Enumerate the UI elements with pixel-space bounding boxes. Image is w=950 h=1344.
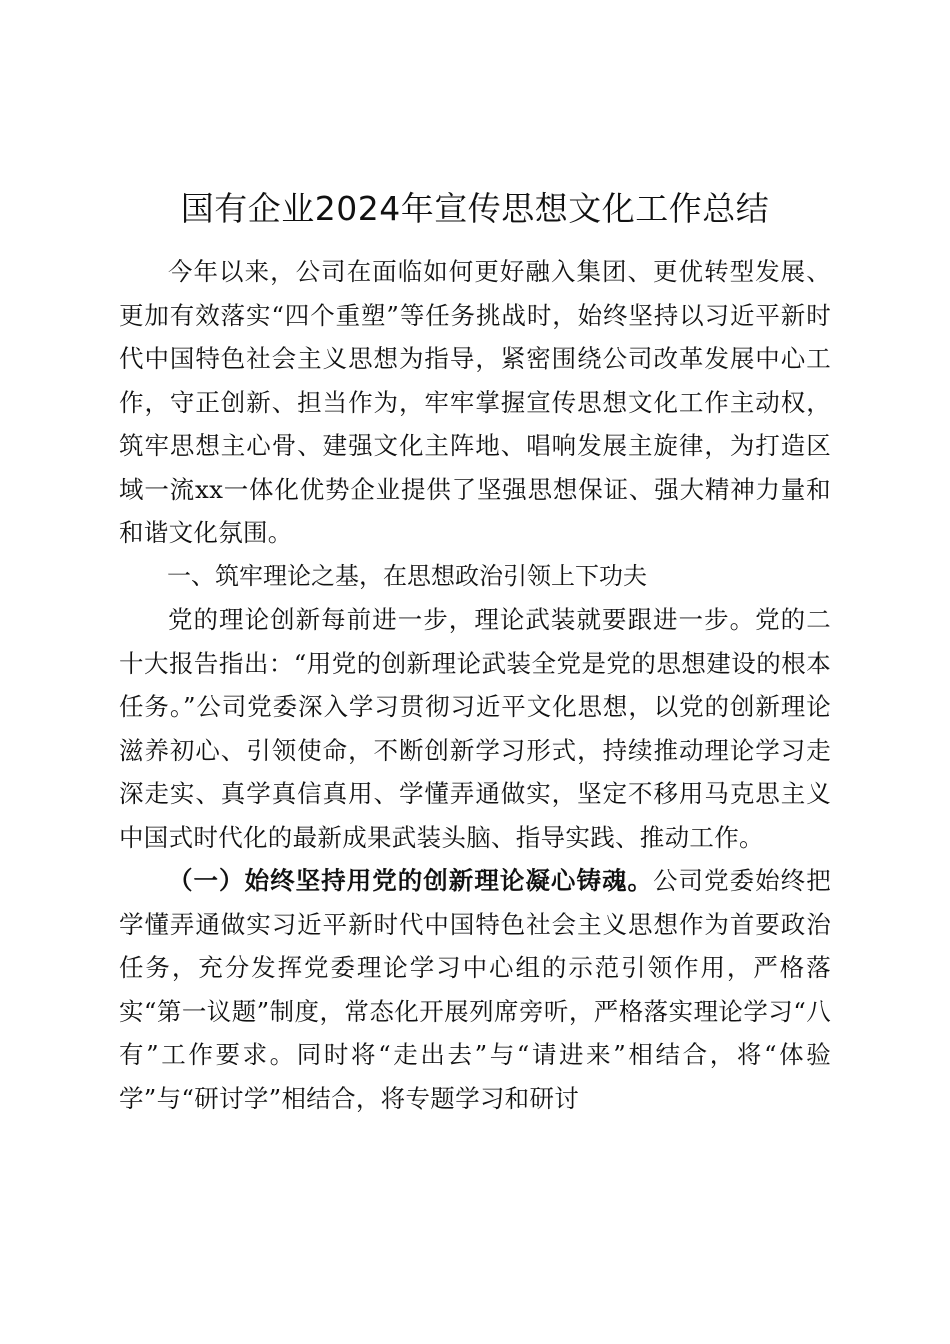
section-paragraph: 党的理论创新每前进一步，理论武装就要跟进一步。党的二十大报告指出：“用党的创新理论武装全党是党的思想建设的根本任务。”公司党委深入学习贯彻习近平文化思想，以党的创新理论滋养初心、引领使命，不断创新学习形式，持续推动理论学习走深走实、真学真信真用、学懂弄通做实，坚定不移用马克思主义中国式时代化的最新成果武装头脑、指导实践、推动工作。 xyxy=(119,605,831,852)
section-heading: 一、筑牢理论之基，在思想政治引领上下功夫 xyxy=(167,561,647,590)
intro-paragraph: 今年以来，公司在面临如何更好融入集团、更优转型发展、更加有效落实“四个重塑”等任务挑战时，始终坚持以习近平新时代中国特色社会主义思想为指导，紧密围绕公司改革发展中心工作，守正创新、担当作为，牢牢掌握宣传思想文化工作主动权，筑牢思想主心骨、建强文化主阵地、唱响发展主旋律，为打造区域一流xx一体化优势企业提供了坚强思想保证、强大精神力量和和谐文化氛围。 xyxy=(119,257,831,547)
subsection-paragraph xyxy=(119,859,831,1120)
subsection-text: 公司党委始终把学懂弄通做实习近平新时代中国特色社会主义思想作为首要政治任务，充分发挥党委理论学习中心组的示范引领作用，严格落实“第一议题”制度，常态化开展列席旁听，严格落实理论学习“八有”工作要求。同时将“走出去”与“请进来”相结合，将“体验学”与“研讨学”相结合，将专题学习和研讨 xyxy=(119,866,831,1113)
document-body xyxy=(119,250,831,1120)
document-title: 国有企业2024年宣传思想文化工作总结 xyxy=(180,189,770,228)
subsection-heading: （一）始终坚持用党的创新理论凝心铸魂。 xyxy=(168,866,654,895)
